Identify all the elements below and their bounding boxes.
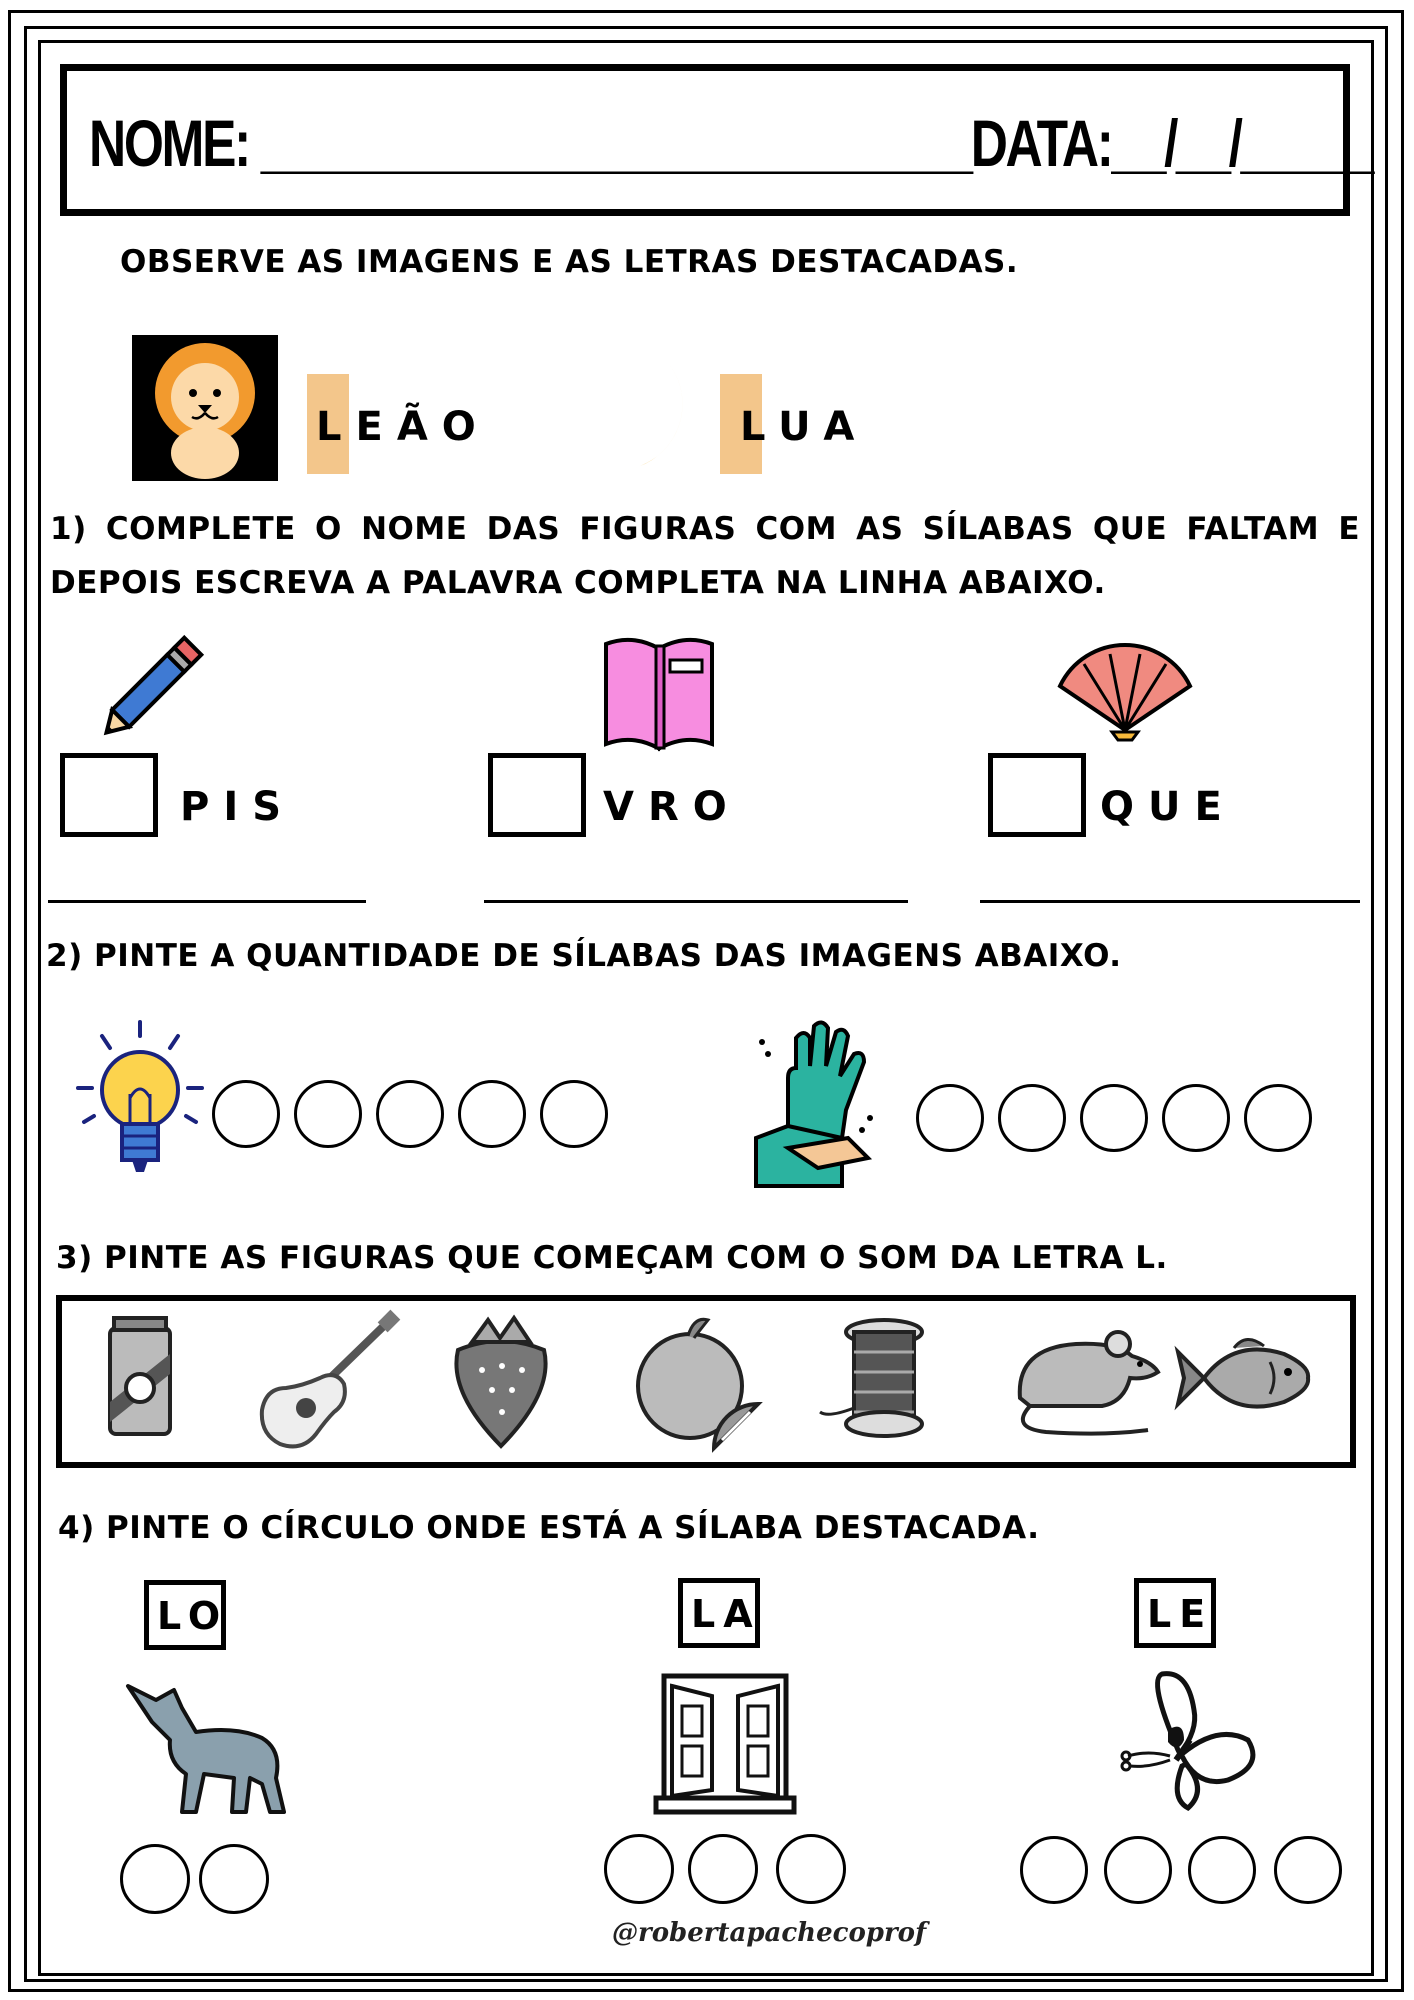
syllable-circle[interactable]	[1274, 1836, 1342, 1904]
q1-answer-box-1[interactable]	[60, 753, 158, 837]
lion-icon	[132, 335, 278, 481]
q4-syllable-box-3: LE	[1134, 1578, 1216, 1648]
book-icon	[596, 626, 722, 752]
lightbulb-icon	[72, 1018, 208, 1180]
orange-icon[interactable]	[630, 1310, 764, 1450]
q1-syllables-2: VRO	[603, 784, 741, 830]
intro-word-2-rest: UA	[778, 404, 869, 450]
syllable-circle[interactable]	[1188, 1836, 1256, 1904]
strawberry-icon[interactable]	[448, 1312, 554, 1450]
syllable-circle[interactable]	[1162, 1084, 1230, 1152]
syllable-circle[interactable]	[776, 1834, 846, 1904]
q1-syllables-3: QUE	[1100, 784, 1236, 830]
q4-instruction: 4) PINTE O CÍRCULO ONDE ESTÁ A SÍLABA DESTACADA.	[58, 1510, 1040, 1546]
q1-write-line-2[interactable]	[484, 900, 908, 903]
name-field[interactable]: ___________________________	[260, 106, 971, 180]
intro-word-1-rest: EÃO	[355, 404, 490, 450]
q1-syllables-1: PIS	[180, 784, 296, 830]
syllable-circle[interactable]	[998, 1084, 1066, 1152]
window-icon	[654, 1672, 796, 1814]
syllable-circle[interactable]	[604, 1834, 674, 1904]
q2-instruction: 2) PINTE A QUANTIDADE DE SÍLABAS DAS IMAGENS ABAIXO.	[46, 938, 1122, 974]
syllable-circle[interactable]	[120, 1844, 190, 1914]
q1-answer-box-3[interactable]	[988, 753, 1086, 837]
rat-icon[interactable]	[1006, 1318, 1162, 1442]
q1-write-line-1[interactable]	[48, 900, 366, 903]
q4-syllable-box-1: LO	[144, 1580, 226, 1650]
syllable-circle[interactable]	[294, 1080, 362, 1148]
glove-icon	[748, 1018, 880, 1186]
syllable-circle[interactable]	[376, 1080, 444, 1148]
pencil-icon	[100, 628, 212, 738]
header-box	[60, 64, 1373, 216]
intro-word-1	[316, 404, 490, 450]
syllable-circle[interactable]	[1104, 1836, 1172, 1904]
fish-icon[interactable]	[1174, 1330, 1312, 1426]
intro-word-2-highlight: L	[740, 404, 779, 450]
q1-answer-box-2[interactable]	[488, 753, 586, 837]
date-field[interactable]: __/__/_____	[1111, 106, 1373, 180]
header-line	[89, 105, 1372, 181]
q1-write-line-3[interactable]	[980, 900, 1360, 903]
intro-word-1-highlight: L	[316, 404, 356, 450]
syllable-circle[interactable]	[458, 1080, 526, 1148]
syllable-circle[interactable]	[916, 1084, 984, 1152]
syllable-circle[interactable]	[1244, 1084, 1312, 1152]
syllable-circle[interactable]	[540, 1080, 608, 1148]
syllable-circle[interactable]	[199, 1844, 269, 1914]
can-icon[interactable]	[104, 1314, 176, 1446]
q4-syllable-box-2: LA	[678, 1578, 760, 1648]
guitar-icon[interactable]	[256, 1312, 402, 1452]
thread-spool-icon[interactable]	[818, 1318, 930, 1442]
syllable-circle[interactable]	[212, 1080, 280, 1148]
syllable-circle[interactable]	[688, 1834, 758, 1904]
intro-word-2	[740, 404, 868, 450]
q1-instruction: 1) COMPLETE O NOME DAS FIGURAS COM AS SÍLABAS QUE FALTAM E DEPOIS ESCREVA A PALAVRA COMPLETA NA LINHA ABAIXO.	[50, 511, 1360, 601]
moon-icon	[560, 352, 680, 472]
butterfly-icon	[1108, 1670, 1258, 1812]
name-label: NOME:	[89, 106, 249, 180]
fan-icon	[1054, 646, 1196, 742]
intro-instruction: OBSERVE AS IMAGENS E AS LETRAS DESTACADAS.	[120, 244, 1019, 280]
q3-instruction: 3) PINTE AS FIGURAS QUE COMEÇAM COM O SOM DA LETRA L.	[56, 1240, 1168, 1276]
wolf-icon	[126, 1678, 286, 1818]
syllable-circle[interactable]	[1080, 1084, 1148, 1152]
date-label: DATA:	[970, 106, 1112, 180]
author-credit: @robertapachecoprof	[612, 1918, 927, 1948]
syllable-circle[interactable]	[1020, 1836, 1088, 1904]
